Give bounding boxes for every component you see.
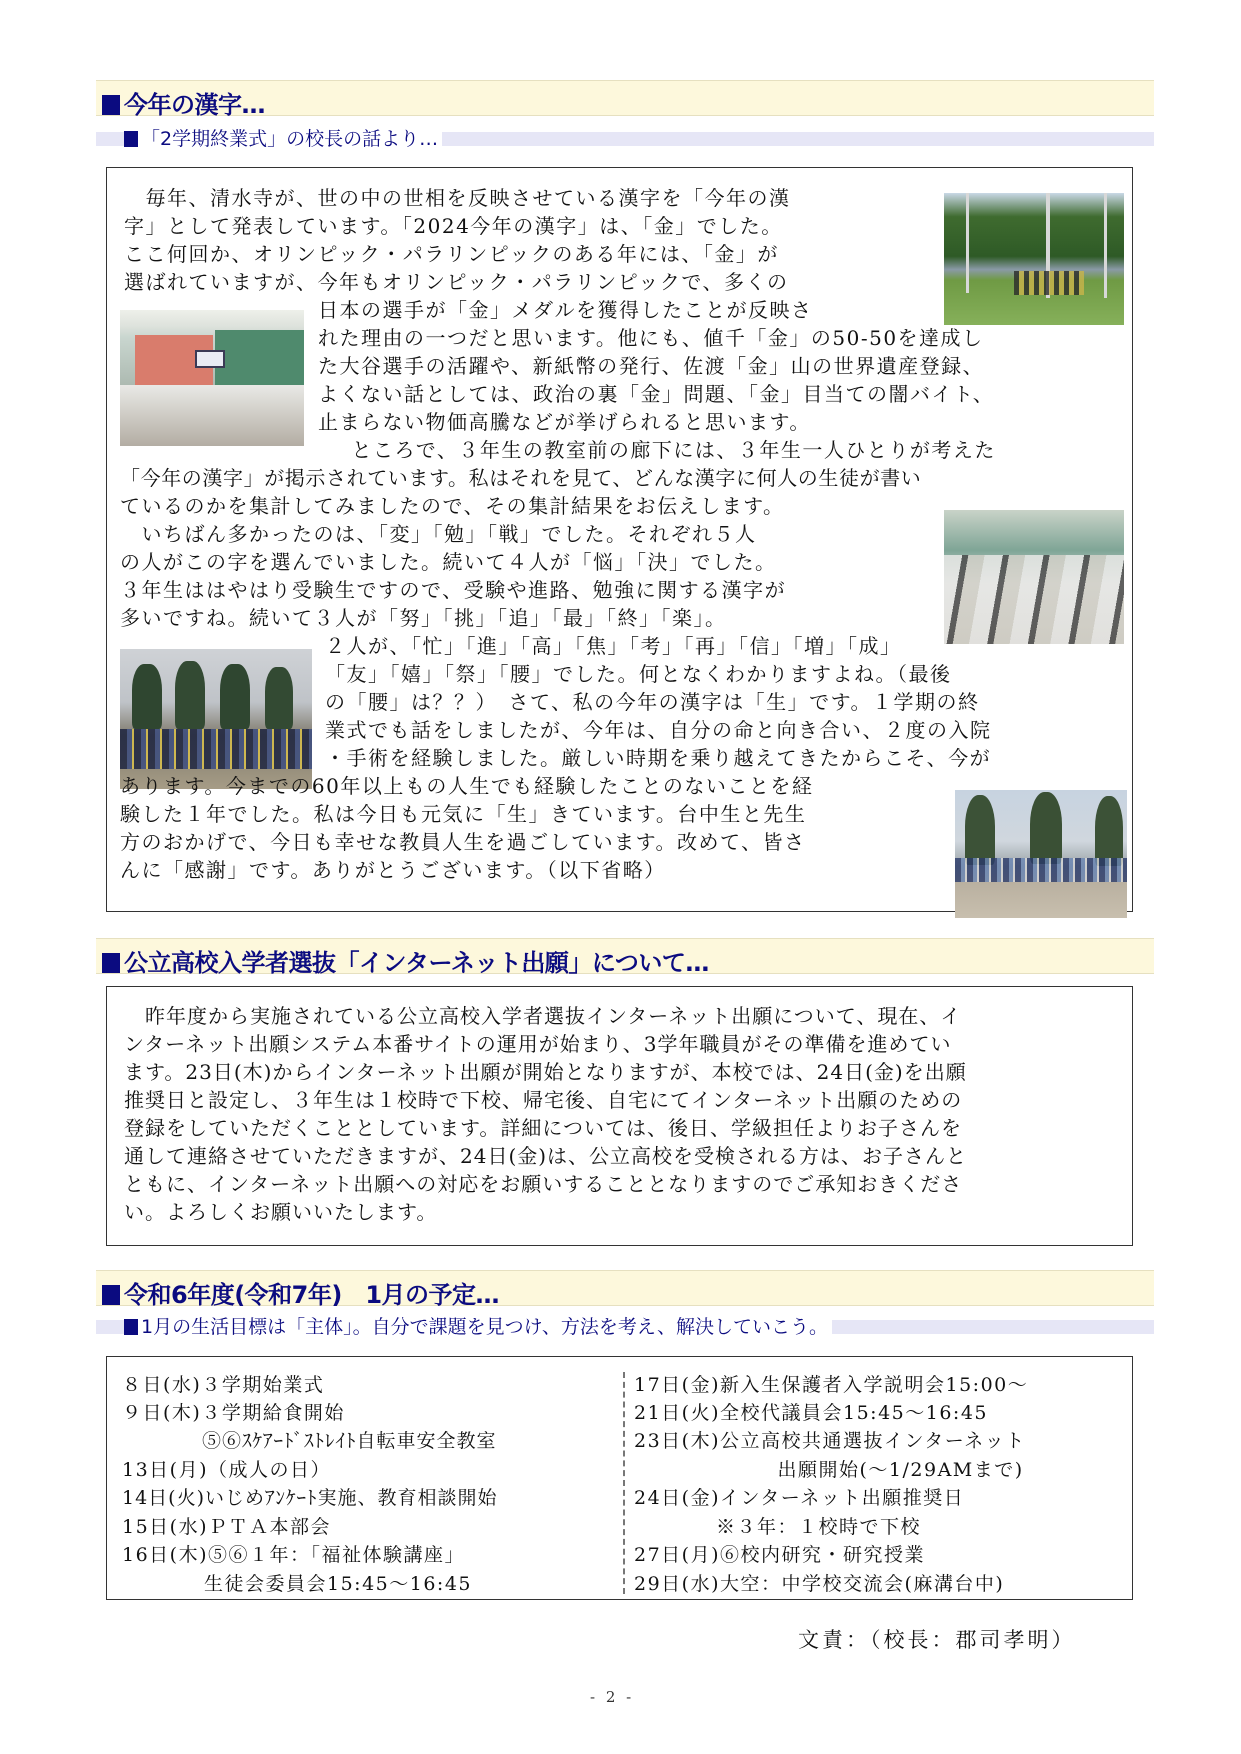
schedule-item: 16日(木)⑤⑥１年：「福祉体験講座」 bbox=[122, 1544, 466, 1566]
speech-line: ここ何回か、オリンピック・パラリンピックのある年には、「金」が bbox=[124, 242, 779, 266]
soccer-field-photo bbox=[944, 193, 1124, 325]
speech-line: の「腰」は？？） さて、私の今年の漢字は「生」です。１学期の終 bbox=[325, 690, 980, 714]
section-header-january-schedule bbox=[96, 1270, 1154, 1309]
speech-line: ところで、３年生の教室前の廊下には、３年生一人ひとりが考えた bbox=[330, 438, 996, 462]
notice-line: ます。23日(木)からインターネット出願が開始となりますが、本校では、24日(金)を出願 bbox=[124, 1060, 967, 1084]
notice-line: 登録をしていただくこととしています。詳細については、後日、学級担任よりお子さんを bbox=[124, 1116, 962, 1140]
notice-line: ともに、インターネット出願への対応をお願いすることとなりますのでご承知おきくださ bbox=[124, 1172, 963, 1196]
notice-line: 推奨日と設定し、３年生は１校時で下校、帰宅後、自宅にてインターネット出願のための bbox=[124, 1088, 963, 1112]
students-studying-photo bbox=[944, 510, 1124, 644]
section-header-internet-application bbox=[96, 938, 1154, 977]
life-goal-text: 1月の生活目標は「主体」。自分で課題を見つけ、方法を考え、解決していこう。 bbox=[124, 1312, 832, 1339]
schedule-item: 17日(金)新入生保護者入学説明会15:00～ bbox=[634, 1374, 1029, 1396]
speech-line: ３年生ははやはり受験生ですので、受験や進路、勉強に関する漢字が bbox=[120, 578, 787, 602]
section-title: 今年の漢字… bbox=[102, 85, 265, 120]
speech-line: あります。今までの60年以上もの人生でも経験したことのないことを経 bbox=[120, 774, 814, 798]
speech-line: 業式でも話をしましたが、今年は、自分の命と向き合い、２度の入院 bbox=[325, 718, 992, 742]
speech-line: 験した１年でした。私は今日も元気に「生」きています。台中生と先生 bbox=[120, 802, 807, 826]
notice-line: 通して連絡させていただきますが、24日(金)は、公立高校を受検される方は、お子さんと bbox=[124, 1144, 968, 1168]
notice-line: い。よろしくお願いいたします。 bbox=[124, 1200, 438, 1224]
section-header-kanji bbox=[96, 80, 1154, 119]
speech-line: れた理由の一つだと思います。他にも、値千「金」の50-50を達成し bbox=[318, 326, 984, 350]
speech-line: 日本の選手が「金」メダルを獲得したことが反映さ bbox=[318, 298, 813, 322]
speech-line: の人がこの字を選んでいました。続いて４人が「悩」「決」でした。 bbox=[120, 550, 777, 574]
speech-line: 選ばれていますが、今年もオリンピック・パラリンピックで、多くの bbox=[124, 270, 789, 294]
notice-line: ンターネット出願システム本番サイトの運用が始まり、3学年職員がその準備を進めてい bbox=[124, 1032, 952, 1056]
schedule-item: 21日(火)全校代議員会15:45～16:45 bbox=[634, 1402, 989, 1424]
schedule-item: 生徒会委員会15:45～16:45 bbox=[122, 1573, 473, 1595]
sports-day-photo bbox=[955, 790, 1127, 918]
speech-line: 毎年、清水寺が、世の中の世相を反映させている漢字を「今年の漢 bbox=[124, 186, 791, 210]
speech-line: 「今年の漢字」が掲示されています。私はそれを見て、どんな漢字に何人の生徒が書い bbox=[120, 466, 922, 490]
schedule-item: ８日(水)３学期始業式 bbox=[122, 1374, 325, 1396]
speech-line: いちばん多かったのは、「変」「勉」「戦」でした。それぞれ５人 bbox=[120, 522, 757, 546]
schedule-item: 13日(月)（成人の日） bbox=[122, 1459, 332, 1481]
speech-line: ・手術を経験しました。厳しい時期を乗り越えてきたからこそ、今が bbox=[325, 746, 992, 770]
speech-line: ているのかを集計してみましたので、その集計結果をお伝えします。 bbox=[120, 494, 785, 518]
speech-line: ２人が、「忙」「進」「高」「焦」「考」「再」「信」「増」「成」 bbox=[325, 634, 902, 658]
speech-line: 「友」「嬉」「祭」「腰」でした。何となくわかりますよね。（最後 bbox=[325, 662, 952, 686]
schedule-item: ※３年：１校時で下校 bbox=[634, 1516, 922, 1538]
speech-line: 字」として発表しています。「2024今年の漢字」は、「金」でした。 bbox=[124, 214, 783, 238]
speech-line: んに「感謝」です。ありがとうございます。（以下省略） bbox=[120, 858, 666, 882]
speech-line: 止まらない物価高騰などが挙げられると思います。 bbox=[318, 410, 811, 434]
schedule-item: 29日(水)大空：中学校交流会(麻溝台中) bbox=[634, 1573, 1005, 1595]
schedule-column-divider bbox=[623, 1372, 625, 1594]
speech-line: 多いですね。続いて３人が「努」「挑」「追」「最」「終」「楽」。 bbox=[120, 606, 727, 630]
schedule-item: 24日(金)インターネット出願推奨日 bbox=[634, 1487, 965, 1509]
subsection-title: 「2学期終業式」の校長の話より… bbox=[124, 124, 442, 151]
subsection-header-speech bbox=[96, 128, 1154, 150]
schedule-item: 23日(木)公立高校共通選抜インターネット bbox=[634, 1430, 1026, 1452]
page-number: - 2 - bbox=[590, 1688, 635, 1706]
schedule-item: 出願開始(～1/29AMまで) bbox=[634, 1459, 1024, 1481]
schedule-item: 14日(火)いじめｱﾝｹｰﾄ実施、教育相談開始 bbox=[122, 1487, 498, 1509]
notice-line: 昨年度から実施されている公立高校入学者選抜インターネット出願について、現在、イ bbox=[124, 1004, 962, 1028]
tug-of-war-photo bbox=[120, 649, 312, 789]
speech-line: た大谷選手の活躍や、新紙幣の発行、佐渡「金」山の世界遺産登録、 bbox=[318, 354, 985, 378]
schedule-item: ⑤⑥ｽｹｱｰﾄﾞｽﾄﾚｲﾄ自転車安全教室 bbox=[122, 1430, 497, 1452]
speech-line: よくない話としては、政治の裏「金」問題、「金」目当ての闇バイト、 bbox=[318, 382, 995, 406]
subsection-header-life-goal bbox=[96, 1316, 1154, 1338]
section-title: 令和6年度(令和7年) 1月の予定… bbox=[102, 1275, 499, 1310]
schedule-item: 15日(水)ＰＴＡ本部会 bbox=[122, 1516, 332, 1538]
author-credit: 文責：（校長：郡司孝明） bbox=[798, 1628, 1076, 1652]
speech-line: 方のおかげで、今日も幸せな教員人生を過ごしています。改めて、皆さ bbox=[120, 830, 806, 854]
section-title: 公立高校入学者選抜「インターネット出願」について… bbox=[102, 943, 709, 978]
schedule-item: 27日(月)⑥校内研究・研究授業 bbox=[634, 1544, 926, 1566]
classroom-presentation-photo bbox=[120, 310, 304, 446]
schedule-item: ９日(木)３学期給食開始 bbox=[122, 1402, 345, 1424]
